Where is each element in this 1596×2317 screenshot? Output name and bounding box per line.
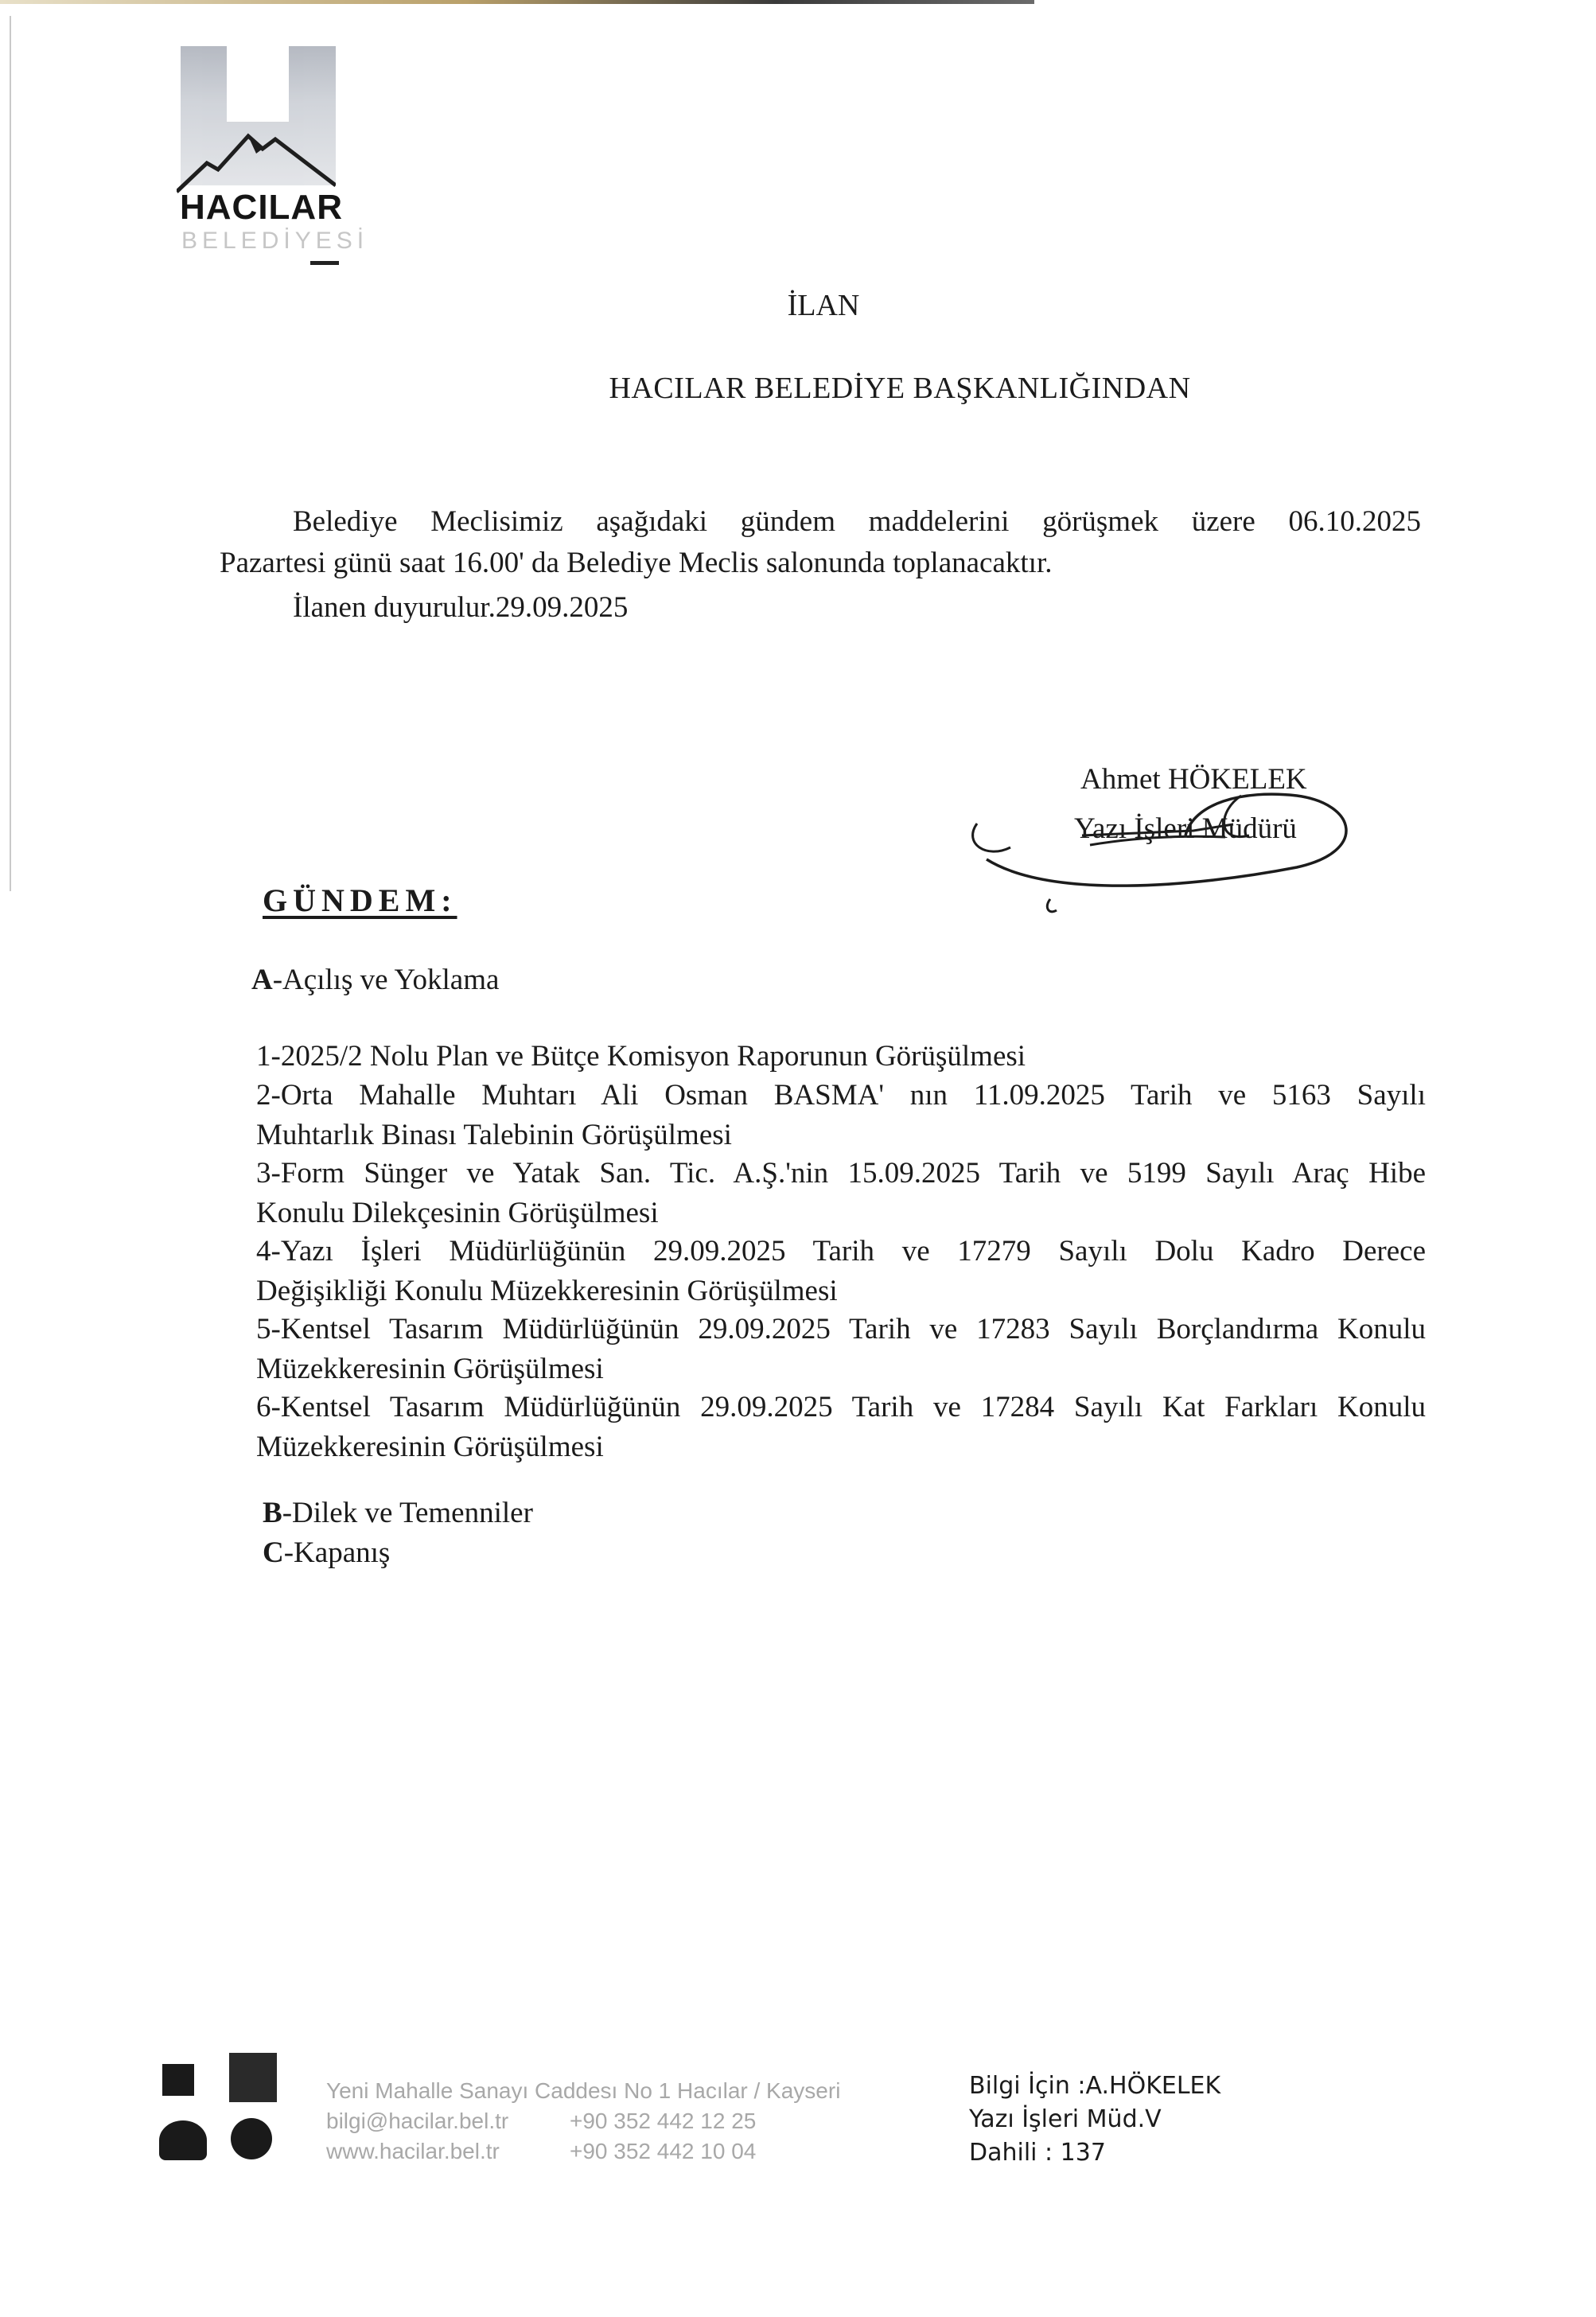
- logo-name: HACILAR: [180, 188, 343, 227]
- agenda-text: -Açılış ve Yoklama: [272, 964, 500, 996]
- intro-word: üzere: [1191, 505, 1255, 538]
- tbb-logo-icon: [229, 2053, 277, 2102]
- footer-email: bilgi@hacilar.bel.tr: [326, 2109, 509, 2133]
- agenda-item-line: Konulu Dilekçesinin Görüşülmesi: [256, 1197, 659, 1229]
- intro-line-2: Pazartesi günü saat 16.00' da Belediye Meclis salonunda toplanacaktır.: [220, 547, 1053, 579]
- footer-contact-person: Bilgi İçin :A.HÖKELEK: [969, 2072, 1221, 2100]
- notice-title: İLAN: [787, 289, 860, 322]
- logo-dash: [310, 261, 339, 265]
- footer-contact-ext: Dahili : 137: [969, 2139, 1106, 2167]
- municipality-emblem-icon: [162, 2064, 194, 2096]
- footer-web: www.hacilar.bel.tr: [326, 2139, 500, 2163]
- agenda-item-line: Müzekkeresinin Görüşülmesi: [256, 1353, 604, 1385]
- agenda-item-line: 6-Kentsel Tasarım Müdürlüğünün 29.09.2025 Tarih ve 17284 Sayılı Kat Farkları Konulu: [256, 1391, 1426, 1423]
- footer-logos: [159, 2053, 294, 2172]
- agenda-item-4: [256, 1232, 1426, 1311]
- agenda-item-line: 2-Orta Mahalle Muhtarı Ali Osman BASMA' nın 11.09.2025 Tarih ve 5163 Sayılı: [256, 1079, 1426, 1112]
- left-edge-line: [10, 16, 11, 891]
- agenda-letter: C: [263, 1536, 284, 1569]
- agenda-item-3: [256, 1154, 1426, 1233]
- footer-address: Yeni Mahalle Sanayı Caddesı No 1 Hacılar / Kayseri: [326, 2078, 841, 2103]
- agenda-closing: [263, 1533, 1432, 1573]
- intro-word: gündem: [740, 505, 835, 538]
- footer-phone: +90 352 442 12 25: [570, 2109, 757, 2133]
- agenda-item-line: Müzekkeresinin Görüşülmesi: [256, 1431, 604, 1463]
- agenda-letter: A: [251, 964, 273, 996]
- intro-line-3: İlanen duyurulur.29.09.2025: [293, 591, 629, 624]
- agenda-item-line: Değişikliği Konulu Müzekkeresinin Görüşülmesi: [256, 1275, 838, 1307]
- intro-word: maddelerini: [868, 505, 1010, 538]
- logo-subtitle: BELEDİYESİ: [181, 228, 369, 254]
- agenda-opening: [251, 960, 1421, 1000]
- agenda-item-line: 5-Kentsel Tasarım Müdürlüğünün 29.09.2025 Tarih ve 17283 Sayılı Borçlandırma Konulu: [256, 1313, 1426, 1345]
- footer-contact-dept: Yazı İşleri Müd.V: [969, 2105, 1162, 2133]
- agenda-item-2: [256, 1076, 1426, 1155]
- agenda-item-6: [256, 1388, 1426, 1467]
- signatory-title: Yazı İşleri Müdürü: [1074, 812, 1297, 845]
- agenda-item-line: 4-Yazı İşleri Müdürlüğünün 29.09.2025 Tarih ve 17279 Sayılı Dolu Kadro Derece: [256, 1235, 1426, 1268]
- footer-fax: +90 352 442 10 04: [570, 2139, 757, 2163]
- agenda-text: -Kapanış: [283, 1536, 391, 1569]
- intro-word: aşağıdaki: [596, 505, 708, 538]
- turkic-world-logo-icon: [231, 2118, 272, 2159]
- agenda-wishes: [263, 1493, 1432, 1533]
- agenda-item-1: [256, 1037, 1426, 1077]
- agenda-text: -Dilek ve Temenniler: [282, 1497, 533, 1529]
- historic-cities-logo-icon: [159, 2120, 207, 2160]
- top-edge-line: [0, 0, 1034, 4]
- agenda-heading: GÜNDEM:: [263, 882, 457, 918]
- hacilar-logo: [177, 46, 369, 269]
- signatory-name: Ahmet HÖKELEK: [1080, 763, 1307, 796]
- handwritten-signature: [955, 748, 1368, 915]
- intro-line-1: [293, 501, 1421, 543]
- mountain-icon: [177, 122, 336, 193]
- agenda-item-5: [256, 1310, 1426, 1389]
- intro-word: görüşmek: [1042, 505, 1159, 538]
- intro-word: Belediye: [293, 505, 398, 538]
- intro-word: Meclisimiz: [430, 505, 563, 538]
- notice-subtitle: HACILAR BELEDİYE BAŞKANLIĞINDAN: [609, 372, 1191, 405]
- agenda-item-line: 3-Form Sünger ve Yatak San. Tic. A.Ş.'nin 15.09.2025 Tarih ve 5199 Sayılı Araç Hibe: [256, 1157, 1426, 1190]
- intro-word: 06.10.2025: [1288, 505, 1421, 538]
- agenda-item-line: Muhtarlık Binası Talebinin Görüşülmesi: [256, 1119, 732, 1151]
- agenda-item-line: 1-2025/2 Nolu Plan ve Bütçe Komisyon Raporunun Görüşülmesi: [256, 1040, 1026, 1073]
- agenda-letter: B: [263, 1497, 282, 1529]
